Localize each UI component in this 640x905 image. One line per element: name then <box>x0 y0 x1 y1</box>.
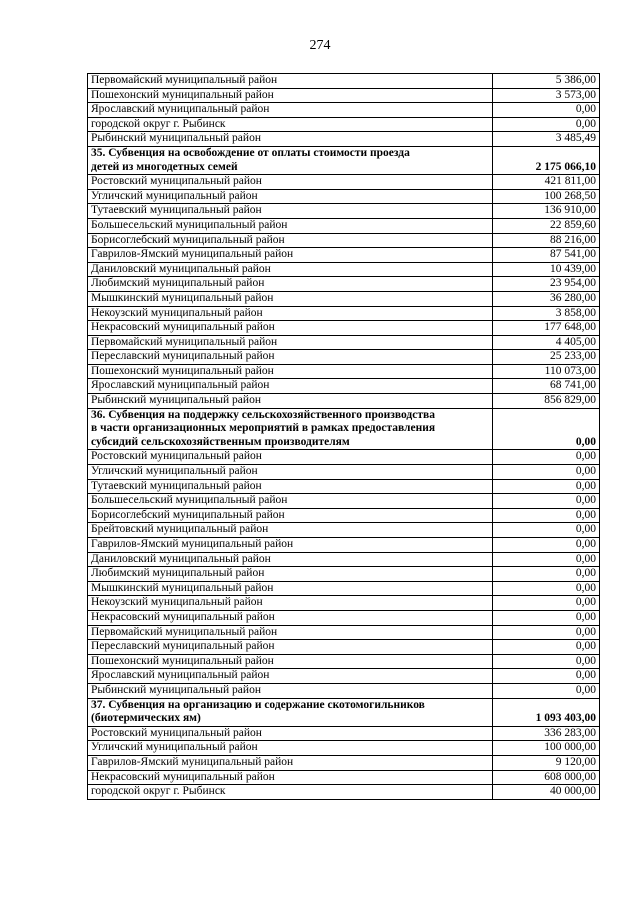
table-row <box>88 479 600 494</box>
district-name: Гаврилов-Ямский муниципальный район <box>88 248 493 263</box>
district-name: Угличский муниципальный район <box>88 465 493 480</box>
amount: 0,00 <box>493 479 600 494</box>
amount: 0,00 <box>493 654 600 669</box>
table-row <box>88 755 600 770</box>
amount: 0,00 <box>493 494 600 509</box>
table-row <box>88 233 600 248</box>
amount: 177 648,00 <box>493 321 600 336</box>
table-row <box>88 262 600 277</box>
table-row <box>88 640 600 655</box>
table-row <box>88 581 600 596</box>
section-total: 1 093 403,00 <box>493 698 600 726</box>
district-name: Любимский муниципальный район <box>88 567 493 582</box>
amount: 0,00 <box>493 465 600 480</box>
amount: 0,00 <box>493 625 600 640</box>
section-title-line: субсидий сельскохозяйственным производителям <box>91 435 350 448</box>
table-row <box>88 189 600 204</box>
amount: 0,00 <box>493 683 600 698</box>
district-name: Первомайский муниципальный район <box>88 625 493 640</box>
table-row <box>88 538 600 553</box>
table-row <box>88 625 600 640</box>
district-name: Ярославский муниципальный район <box>88 379 493 394</box>
amount: 0,00 <box>493 103 600 118</box>
table-row <box>88 450 600 465</box>
table-row <box>88 364 600 379</box>
amount: 856 829,00 <box>493 394 600 409</box>
table-row <box>88 465 600 480</box>
district-name: Ярославский муниципальный район <box>88 669 493 684</box>
section-header-row <box>88 698 600 726</box>
table-row <box>88 523 600 538</box>
section-header-row <box>88 146 600 174</box>
amount: 0,00 <box>493 567 600 582</box>
table-row <box>88 350 600 365</box>
budget-table <box>87 73 600 800</box>
section-title-line: 36. Субвенция на поддержку сельскохозяйственного производства <box>91 408 435 421</box>
table-row <box>88 117 600 132</box>
district-name: Первомайский муниципальный район <box>88 74 493 89</box>
table-row <box>88 88 600 103</box>
amount: 22 859,60 <box>493 218 600 233</box>
amount: 0,00 <box>493 538 600 553</box>
amount: 336 283,00 <box>493 726 600 741</box>
amount: 0,00 <box>493 581 600 596</box>
amount: 0,00 <box>493 508 600 523</box>
district-name: Пошехонский муниципальный район <box>88 88 493 103</box>
table-row <box>88 175 600 190</box>
district-name: Некрасовский муниципальный район <box>88 321 493 336</box>
amount: 0,00 <box>493 640 600 655</box>
section-title-line: 35. Субвенция на освобождение от оплаты стоимости проезда <box>91 146 410 159</box>
amount: 88 216,00 <box>493 233 600 248</box>
amount: 136 910,00 <box>493 204 600 219</box>
table-row <box>88 335 600 350</box>
section-header-row <box>88 408 600 450</box>
district-name: Гаврилов-Ямский муниципальный район <box>88 538 493 553</box>
district-name: Ростовский муниципальный район <box>88 726 493 741</box>
section-total: 2 175 066,10 <box>493 146 600 174</box>
district-name: Тутаевский муниципальный район <box>88 204 493 219</box>
amount: 36 280,00 <box>493 291 600 306</box>
section-total: 0,00 <box>493 408 600 450</box>
table-row <box>88 654 600 669</box>
amount: 100 268,50 <box>493 189 600 204</box>
table-row <box>88 379 600 394</box>
amount: 0,00 <box>493 117 600 132</box>
district-name: Первомайский муниципальный район <box>88 335 493 350</box>
table-row <box>88 610 600 625</box>
district-name: Переславский муниципальный район <box>88 350 493 365</box>
table-row <box>88 248 600 263</box>
section-title-line: 37. Субвенция на организацию и содержание скотомогильников <box>91 698 425 711</box>
district-name: Переславский муниципальный район <box>88 640 493 655</box>
amount: 9 120,00 <box>493 755 600 770</box>
district-name: Некоузский муниципальный район <box>88 596 493 611</box>
district-name: Тутаевский муниципальный район <box>88 479 493 494</box>
table-row <box>88 321 600 336</box>
page-number: 274 <box>309 38 331 53</box>
district-name: Борисоглебский муниципальный район <box>88 233 493 248</box>
amount: 68 741,00 <box>493 379 600 394</box>
district-name: Гаврилов-Ямский муниципальный район <box>88 755 493 770</box>
amount: 3 573,00 <box>493 88 600 103</box>
table-row <box>88 552 600 567</box>
district-name: Мышкинский муниципальный район <box>88 291 493 306</box>
district-name: Большесельский муниципальный район <box>88 218 493 233</box>
section-title <box>88 698 493 726</box>
table-row <box>88 277 600 292</box>
amount: 10 439,00 <box>493 262 600 277</box>
table-row <box>88 494 600 509</box>
table-row <box>88 306 600 321</box>
district-name: Ростовский муниципальный район <box>88 450 493 465</box>
table-row <box>88 785 600 800</box>
table-row <box>88 683 600 698</box>
district-name: Рыбинский муниципальный район <box>88 132 493 147</box>
district-name: Пошехонский муниципальный район <box>88 654 493 669</box>
table-row <box>88 669 600 684</box>
amount: 25 233,00 <box>493 350 600 365</box>
table-row <box>88 596 600 611</box>
district-name: Мышкинский муниципальный район <box>88 581 493 596</box>
amount: 87 541,00 <box>493 248 600 263</box>
district-name: Некрасовский муниципальный район <box>88 610 493 625</box>
table-row <box>88 132 600 147</box>
district-name: Угличский муниципальный район <box>88 741 493 756</box>
table-row <box>88 567 600 582</box>
table-row <box>88 291 600 306</box>
amount: 0,00 <box>493 669 600 684</box>
table-row <box>88 394 600 409</box>
amount: 0,00 <box>493 450 600 465</box>
district-name: Некоузский муниципальный район <box>88 306 493 321</box>
table-row <box>88 204 600 219</box>
section-title <box>88 408 493 450</box>
district-name: Брейтовский муниципальный район <box>88 523 493 538</box>
district-name: Пошехонский муниципальный район <box>88 364 493 379</box>
amount: 421 811,00 <box>493 175 600 190</box>
table-row <box>88 218 600 233</box>
amount: 0,00 <box>493 596 600 611</box>
section-title <box>88 146 493 174</box>
district-name: Ростовский муниципальный район <box>88 175 493 190</box>
amount: 3 485,49 <box>493 132 600 147</box>
section-title-line: в части организационных мероприятий в рамках предоставления <box>91 422 436 435</box>
amount: 0,00 <box>493 523 600 538</box>
district-name: Ярославский муниципальный район <box>88 103 493 118</box>
district-name: Некрасовский муниципальный район <box>88 770 493 785</box>
district-name: Любимский муниципальный район <box>88 277 493 292</box>
amount: 40 000,00 <box>493 785 600 800</box>
table-row <box>88 74 600 89</box>
district-name: Угличский муниципальный район <box>88 189 493 204</box>
district-name: Большесельский муниципальный район <box>88 494 493 509</box>
district-name: Борисоглебский муниципальный район <box>88 508 493 523</box>
section-title-line: детей из многодетных семей <box>91 160 238 173</box>
section-title-line: (биотермических ям) <box>91 712 201 725</box>
amount: 608 000,00 <box>493 770 600 785</box>
amount: 0,00 <box>493 552 600 567</box>
table-row <box>88 726 600 741</box>
amount: 3 858,00 <box>493 306 600 321</box>
amount: 110 073,00 <box>493 364 600 379</box>
amount: 5 386,00 <box>493 74 600 89</box>
district-name: Рыбинский муниципальный район <box>88 683 493 698</box>
district-name: Даниловский муниципальный район <box>88 262 493 277</box>
amount: 0,00 <box>493 610 600 625</box>
district-name: Рыбинский муниципальный район <box>88 394 493 409</box>
amount: 4 405,00 <box>493 335 600 350</box>
district-name: Даниловский муниципальный район <box>88 552 493 567</box>
district-name: городской округ г. Рыбинск <box>88 117 493 132</box>
amount: 23 954,00 <box>493 277 600 292</box>
amount: 100 000,00 <box>493 741 600 756</box>
table-row <box>88 103 600 118</box>
table-row <box>88 770 600 785</box>
district-name: городской округ г. Рыбинск <box>88 785 493 800</box>
table-row <box>88 741 600 756</box>
table-row <box>88 508 600 523</box>
